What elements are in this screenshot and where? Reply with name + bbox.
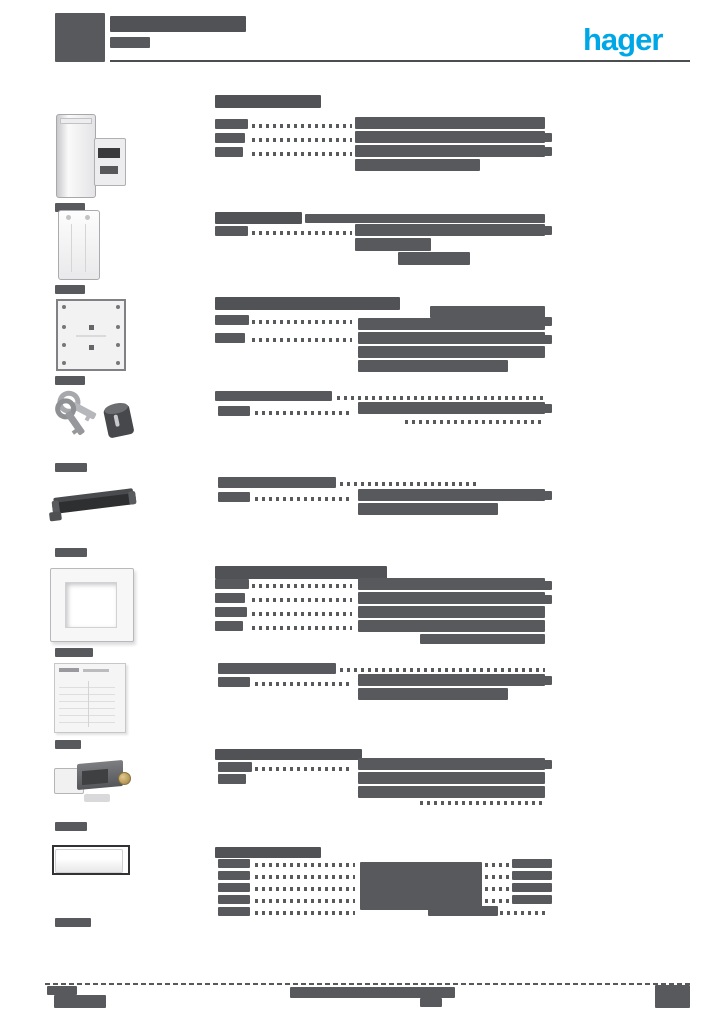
- enclosure-lid: [60, 118, 92, 124]
- dotted-leader: [485, 899, 509, 903]
- product-ref-text: [218, 859, 250, 868]
- price-text: [536, 676, 552, 685]
- product-image-door-frame: [50, 568, 134, 644]
- dotted-leader: [255, 875, 355, 879]
- dotted-leader: [252, 584, 352, 588]
- description-text: [355, 224, 545, 236]
- section-heading-text: [215, 847, 321, 858]
- dotted-leader: [420, 801, 545, 805]
- description-text: [355, 145, 545, 157]
- description-text: [360, 862, 482, 910]
- terminal-face: [82, 769, 108, 785]
- hager-logo: hager: [583, 22, 663, 57]
- panel-screw: [66, 215, 71, 220]
- description-text: [358, 503, 498, 515]
- dotted-leader: [252, 598, 352, 602]
- product-ref-text: [215, 607, 247, 617]
- description-text: [355, 131, 545, 143]
- price-text: [536, 404, 552, 413]
- product-image-lock-with-keys: [48, 390, 140, 444]
- description-text: [355, 238, 431, 251]
- plate-center-screw: [89, 345, 94, 350]
- product-ref-text: [215, 333, 245, 343]
- header-rule: [110, 60, 690, 62]
- dotted-leader: [255, 911, 355, 915]
- product-ref-text: [215, 133, 245, 143]
- description-text: [358, 606, 545, 618]
- dotted-leader: [485, 863, 509, 867]
- description-text: [358, 688, 508, 700]
- description-text: [355, 159, 480, 171]
- panel-screw: [85, 215, 90, 220]
- plate-center-screw: [89, 325, 94, 330]
- description-text: [420, 634, 545, 644]
- dotted-leader: [252, 338, 352, 342]
- description-text: [358, 674, 545, 686]
- product-ref-label: [55, 740, 81, 749]
- description-text: [215, 391, 332, 401]
- description-text: [420, 998, 442, 1007]
- price-text: [512, 871, 552, 880]
- product-ref-label: [55, 285, 85, 294]
- product-ref-label: [55, 648, 93, 657]
- sheet-header-text: [83, 669, 109, 672]
- sheet-header-text: [59, 668, 79, 672]
- dotted-leader: [340, 482, 480, 486]
- product-ref-text: [218, 492, 250, 502]
- dotted-leader: [255, 497, 353, 501]
- section-heading-text: [215, 212, 302, 224]
- dotted-leader: [500, 911, 545, 915]
- price-text: [536, 226, 552, 235]
- product-image-mounting-panel: [58, 210, 100, 280]
- description-text: [358, 360, 508, 372]
- dotted-leader: [405, 420, 545, 424]
- product-ref-label: [55, 548, 87, 557]
- description-text: [305, 214, 545, 223]
- description-text: [218, 663, 336, 674]
- description-text: [358, 758, 545, 770]
- section-heading-text: [215, 95, 321, 108]
- price-text: [536, 335, 552, 344]
- product-image-blank-strip: [52, 845, 130, 875]
- dotted-leader: [255, 887, 355, 891]
- plate-line: [76, 335, 106, 337]
- price-text: [536, 147, 552, 156]
- price-text: [536, 760, 552, 769]
- description-text: [355, 117, 545, 129]
- product-ref-text: [215, 147, 243, 157]
- text-block: [55, 13, 105, 62]
- product-ref-label: [55, 822, 87, 831]
- description-text: [430, 306, 545, 318]
- description-text: [110, 37, 150, 48]
- dotted-leader: [252, 138, 352, 142]
- section-heading-text: [215, 749, 362, 760]
- description-text: [358, 592, 545, 604]
- section-heading-text: [215, 297, 400, 310]
- dotted-leader: [252, 124, 352, 128]
- product-ref-text: [218, 907, 250, 916]
- dotted-leader: [337, 396, 545, 400]
- product-image-wall-enclosure: [50, 110, 130, 202]
- enclosure-side-module: [94, 138, 126, 186]
- dotted-leader: [252, 320, 352, 324]
- dotted-leader: [252, 152, 352, 156]
- panel-groove: [71, 224, 72, 272]
- product-ref-label: [55, 463, 87, 472]
- price-text: [536, 317, 552, 326]
- price-text: [536, 595, 552, 604]
- description-text: [358, 620, 545, 632]
- price-text: [512, 895, 552, 904]
- description-text: [54, 995, 106, 1008]
- product-ref-text: [215, 226, 248, 236]
- product-ref-text: [218, 677, 250, 687]
- dotted-leader: [252, 626, 352, 630]
- footer-rule: [45, 983, 690, 985]
- enclosure-detail: [100, 166, 118, 174]
- enclosure-slot: [98, 148, 120, 158]
- description-text: [358, 318, 545, 330]
- product-ref-label: [55, 376, 85, 385]
- frame-opening: [65, 582, 117, 628]
- dotted-leader: [255, 682, 353, 686]
- dotted-leader: [485, 875, 509, 879]
- dotted-leader: [255, 863, 355, 867]
- product-image-mounting-rail: [46, 476, 142, 524]
- section-heading-text: [110, 16, 246, 32]
- description-text: [358, 578, 545, 590]
- keys-and-lock-graphic: [48, 390, 140, 444]
- description-text: [358, 772, 545, 784]
- price-text: [512, 859, 552, 868]
- sheet-ruled-lines: [59, 681, 115, 727]
- panel-body: [58, 210, 100, 280]
- sheet-divider: [88, 681, 89, 727]
- description-text: [358, 346, 545, 358]
- product-image-label-sheet: [54, 663, 126, 733]
- product-ref-label: [55, 918, 91, 927]
- description-text: [358, 786, 545, 798]
- description-text: [290, 987, 455, 998]
- product-ref-text: [215, 621, 243, 631]
- product-ref-text: [218, 774, 246, 784]
- dotted-leader: [255, 411, 353, 415]
- dotted-leader: [340, 668, 545, 672]
- enclosure-body: [56, 114, 96, 198]
- description-text: [398, 252, 470, 265]
- description-text: [47, 986, 77, 995]
- product-ref-text: [215, 593, 245, 603]
- text-block: [655, 985, 690, 1008]
- dotted-leader: [255, 899, 355, 903]
- terminal-shadow: [84, 794, 110, 802]
- product-ref-text: [218, 883, 250, 892]
- price-text: [512, 883, 552, 892]
- description-text: [358, 489, 545, 501]
- product-ref-text: [218, 406, 250, 416]
- dotted-leader: [252, 231, 352, 235]
- product-ref-text: [218, 762, 252, 772]
- product-image-terminal-block: [48, 754, 140, 804]
- panel-groove: [85, 224, 86, 272]
- product-image-flush-plate: [56, 299, 126, 371]
- rail-graphic: [46, 476, 142, 524]
- description-text: [218, 477, 336, 488]
- dotted-leader: [255, 767, 353, 771]
- price-text: [536, 133, 552, 142]
- price-text: [536, 581, 552, 590]
- description-text: [428, 906, 498, 916]
- terminal-brass-screw: [118, 772, 131, 785]
- price-text: [536, 491, 552, 500]
- description-text: [358, 332, 545, 344]
- product-ref-text: [218, 895, 250, 904]
- product-ref-text: [218, 871, 250, 880]
- product-ref-text: [215, 315, 249, 325]
- dotted-leader: [252, 612, 352, 616]
- dotted-leader: [485, 887, 509, 891]
- product-ref-text: [215, 119, 248, 129]
- strip-body: [55, 849, 123, 873]
- description-text: [358, 402, 545, 414]
- product-ref-text: [215, 579, 249, 589]
